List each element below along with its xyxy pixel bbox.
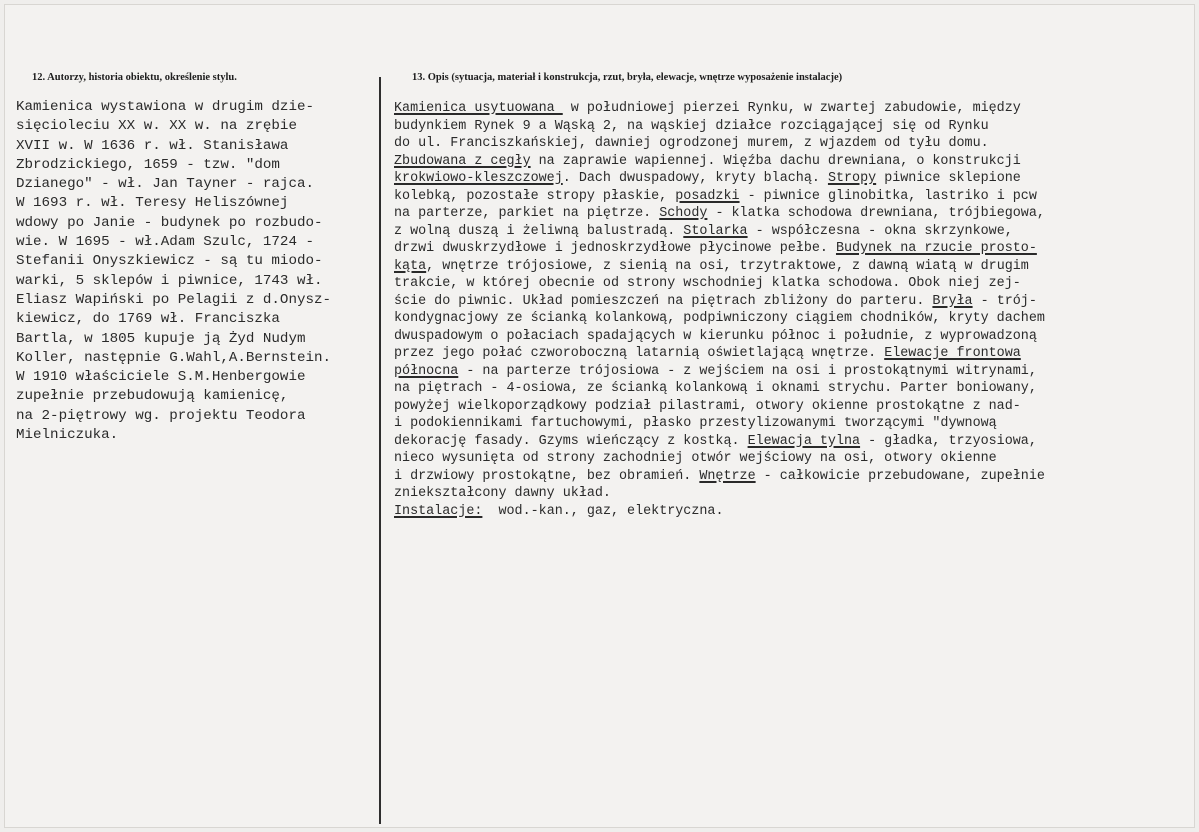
history-line: Kamienica wystawiona w drugim dzie- (16, 99, 314, 115)
description-text-segment: powyżej wielkoporządkowy podział pilastrami, otwory okienne prostokątne z nad- (394, 398, 1021, 414)
column-divider (379, 77, 381, 824)
description-text-segment: - klatka schodowa drewniana, trójbiegowa, (707, 206, 1045, 221)
section-keyword: Bryła (932, 293, 973, 309)
description-line (394, 258, 1045, 276)
description-line (394, 118, 1045, 136)
section-keyword: posadzki (675, 188, 740, 204)
description-text-segment: dwuspadowym o połaciach spadających w kierunku północ i południe, z wyprowadzoną (394, 328, 1037, 344)
section-keyword: krokwiowo-kleszczowej (394, 171, 563, 186)
description-text-segment: na parterze, parkiet na piętrze. (394, 206, 660, 221)
description-text-segment: ście do piwnic. Układ pomieszczeń na piętrach zbliżony do parteru. (394, 293, 933, 309)
description-line (394, 468, 1045, 486)
section-12-header: 12. Autorzy, historia obiektu, określenie stylu. (32, 72, 237, 83)
history-line: Eliasz Wapiński po Pelagii z d.Onysz- (16, 291, 332, 308)
section-keyword: kąta (394, 258, 427, 274)
history-line: sięcioleciu XX w. XX w. na zrębie (16, 118, 297, 135)
description-line (394, 310, 1045, 328)
history-line: XVII w. W 1636 r. wł. Stanisława (16, 137, 289, 154)
history-line: W 1693 r. wł. Teresy Heliszównej (16, 195, 289, 212)
history-line: kiewicz, do 1769 wł. Franciszka (16, 311, 280, 328)
history-line: warki, 5 sklepów i piwnice, 1743 wł. (16, 272, 323, 289)
description-text-segment: kolebką, pozostałe stropy płaskie, (394, 188, 676, 204)
description-text-segment: na piętrach - 4-osiowa, ze ścianką kolankową i oknami strychu. Parter boniowany, (394, 381, 1037, 396)
section-keyword: Elewacja tylna (747, 433, 861, 449)
section-keyword: Schody (659, 206, 708, 221)
section-keyword: Stropy (827, 171, 877, 186)
description-text-segment: zniekształcony dawny układ. (394, 486, 611, 501)
description-line (394, 380, 1045, 398)
description-text-segment: - piwnice glinobitka, lastriko i pcw (739, 188, 1037, 204)
section-keyword: Zbudowana z cegły (394, 153, 531, 169)
history-line: W 1910 właściciele S.M.Henbergowie (16, 369, 306, 386)
description-text-segment: wod.-kan., gaz, elektryczna. (482, 503, 724, 519)
description-text-segment: dekorację fasady. Gzyms wieńczący z kostką. (394, 433, 748, 449)
description-text-segment: i drzwiowy prostokątne, bez obramień. (394, 468, 700, 484)
description-text-segment: - trój- (972, 293, 1037, 309)
description-text-segment: - całkowicie przebudowane, zupełnie (755, 468, 1045, 484)
description-text-segment: przez jego połać czworoboczną latarnią oświetlającą wnętrze. (394, 346, 885, 361)
section-keyword: Wnętrze (699, 468, 756, 484)
description-line (394, 485, 1045, 503)
description-text-segment: piwnice sklepione (876, 171, 1021, 186)
description-line (394, 275, 1045, 293)
history-line: Zbrodzickiego, 1659 - tzw. "dom (16, 156, 280, 173)
description-line (394, 328, 1045, 346)
description-line (394, 223, 1045, 241)
description-text-segment: na zaprawie wapiennej. Więźba dachu drewniana, o konstrukcji (530, 153, 1021, 169)
description-line (394, 363, 1045, 381)
description-line (394, 188, 1045, 206)
description-line (394, 415, 1045, 433)
description-text-segment: kondygnacjowy ze ścianką kolankową, podpiwniczony ciągiem chodników, kryty dachem (394, 311, 1045, 326)
description-text-segment: budynkiem Rynek 9 a Wąską 2, na wąskiej działce rozciągającej się od Rynku (394, 118, 989, 134)
description-text-segment: do ul. Franciszkańskiej, dawniej ogrodzonej murem, z wjazdem od tyłu domu. (394, 136, 989, 151)
description-line (394, 153, 1045, 171)
description-text (394, 100, 1045, 520)
history-text (16, 98, 331, 445)
description-text-segment: z wolną duszą i żeliwną balustradą. (394, 223, 684, 239)
history-line: Koller, następnie G.Wahl,A.Bernstein. (16, 349, 332, 366)
history-line: Dzianego" - wł. Jan Tayner - rajca. (16, 176, 314, 193)
description-text-segment: - na parterze trójosiowa - z wejściem na osi i prostokątnymi witrynami, (458, 363, 1037, 379)
description-line (394, 503, 1045, 521)
history-line: Bartla, w 1805 kupuje ją Żyd Nudym (16, 330, 306, 347)
history-line: zupełnie przebudowują kamienicę, (16, 388, 289, 405)
section-keyword: Kamienica usytuowana (394, 101, 563, 116)
description-line (394, 240, 1045, 258)
description-line (394, 135, 1045, 153)
description-text-segment: , wnętrze trójosiowe, z sienią na osi, trzytraktowe, z dawną wiatą w drugim (426, 258, 1029, 274)
description-text-segment: . Dach dwuspadowy, kryty blachą. (562, 171, 828, 186)
description-line (394, 450, 1045, 468)
description-text-segment: - gładka, trzyosiowa, (860, 433, 1037, 449)
section-13-header: 13. Opis (sytuacja, materiał i konstrukcja, rzut, bryła, elewacje, wnętrze wyposażenie instalacje) (412, 72, 843, 83)
history-line: Stefanii Onyszkiewicz - są tu miodo- (16, 253, 323, 270)
history-line: na 2-piętrowy wg. projektu Teodora (16, 407, 306, 424)
description-text-segment: trakcie, w której obecnie od strony wschodniej klatka schodowa. Obok niej zej- (394, 276, 1021, 291)
section-keyword: Budynek na rzucie prosto- (835, 241, 1037, 256)
description-line (394, 293, 1045, 311)
section-keyword: Instalacje: (394, 503, 483, 519)
description-line (394, 398, 1045, 416)
description-line (394, 100, 1045, 118)
description-line (394, 345, 1045, 363)
section-keyword: północna (394, 363, 459, 379)
description-text-segment: - współczesna - okna skrzynkowe, (747, 223, 1013, 239)
section-keyword: Stolarka (683, 223, 748, 239)
history-line: wdowy po Janie - budynek po rozbudo- (16, 214, 323, 231)
description-line (394, 433, 1045, 451)
description-text-segment: nieco wysunięta od strony zachodniej otwór wejściowy na osi, otwory okienne (394, 451, 997, 466)
section-keyword: Elewacje frontowa (884, 346, 1021, 361)
history-line: Mielniczuka. (16, 427, 119, 444)
description-text-segment: drzwi dwuskrzydłowe i jednoskrzydłowe płycinowe pełbe. (394, 241, 836, 256)
description-text-segment: w południowej pierzei Rynku, w zwartej zabudowie, między (562, 101, 1021, 116)
description-text-segment: i podokiennikami fartuchowymi, płasko przestylizowanymi tworzącymi "dywnową (394, 416, 997, 431)
description-line (394, 205, 1045, 223)
history-line: wie. W 1695 - wł.Adam Szulc, 1724 - (16, 234, 314, 251)
description-line (394, 170, 1045, 188)
